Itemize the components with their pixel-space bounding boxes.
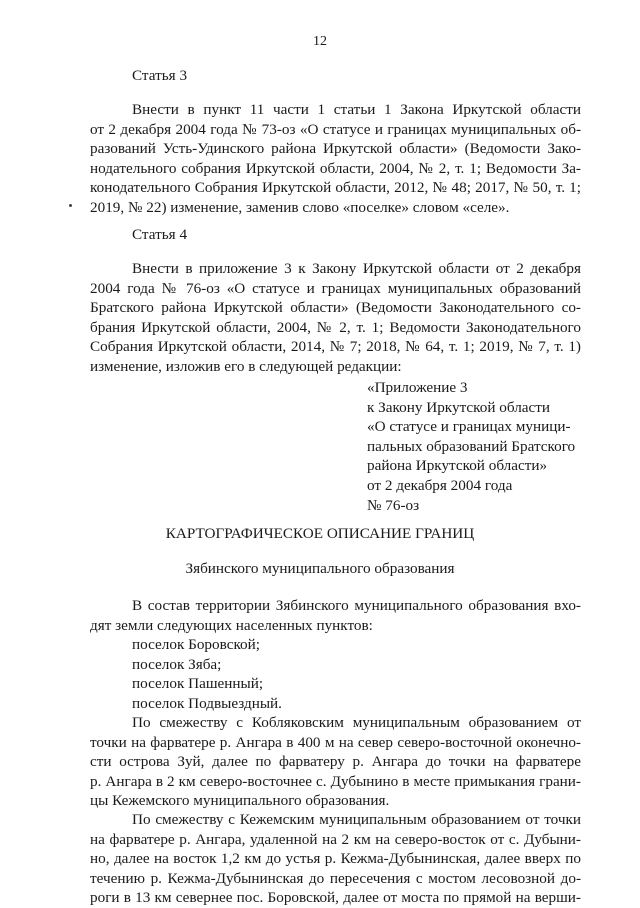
text-line: Внести в приложение 3 к Закону Иркутской области от 2 декабря (132, 260, 581, 277)
text-line: течению р. Кежма-Дубынинская до пересечения с мостом лесовозной до- (90, 869, 581, 887)
text-line: от 2 декабря 2004 года № 73-оз «О статусе и границах муниципальных об- (90, 120, 581, 138)
text-line: дят земли следующих населенных пунктов: (90, 616, 373, 634)
list-item: поселок Пашенный; (132, 675, 264, 692)
text-line: В состав территории Зябинского муниципального образования вхо- (132, 597, 581, 614)
appendix-line: к Закону Иркутской области (367, 398, 551, 416)
page-number: 12 (313, 34, 327, 49)
text-line: роги в 13 км севернее пос. Боровской, далее от моста по прямой на верши- (90, 889, 581, 906)
section-title: КАРТОГРАФИЧЕСКОЕ ОПИСАНИЕ ГРАНИЦ (165, 525, 475, 542)
article-4-text (90, 259, 581, 376)
article-4-heading: Статья 4 (132, 226, 188, 243)
appendix-reference (367, 378, 575, 515)
list-item: поселок Подвыездный. (132, 694, 282, 712)
appendix-line: «Приложение 3 (367, 379, 468, 396)
text-line: По смежеству с Кобляковским муниципальным образованием от (132, 714, 581, 731)
text-line: брания Иркутской области, 2004, № 2, т. 1; Ведомости Законодательного (90, 318, 581, 336)
article-3-heading: Статья 3 (132, 67, 188, 84)
boundary-paragraph-2 (90, 810, 581, 908)
list-item: поселок Зяба; (132, 655, 222, 673)
appendix-line: пальных образований Братского (367, 437, 576, 455)
text-line: сти острова Зуй, далее по фарватеру р. Ангара до точки на фарватере (90, 753, 581, 770)
settlement-list (90, 635, 581, 713)
text-line: По смежеству с Кежемским муниципальным образованием от точки (132, 811, 581, 828)
text-line: Братского района Иркутской области» (Ведомости Законодательного со- (90, 299, 581, 316)
appendix-line: от 2 декабря 2004 года (367, 476, 513, 494)
scan-speck (69, 204, 72, 207)
text-line: 2004 года № 76-оз «О статусе и границах муниципальных образований (90, 279, 581, 297)
text-line: точки на фарватере р. Ангара в 400 м на север северо-восточной оконечно- (90, 733, 581, 751)
text-line: Внести в пункт 11 части 1 статьи 1 Закона Иркутской области (132, 101, 581, 118)
text-line: р. Ангара в 2 км северо-восточнее с. Дубынино в месте примыкания грани- (90, 772, 581, 790)
text-line: конодательного Собрания Иркутской области, 2012, № 48; 2017, № 50, т. 1; (90, 179, 581, 196)
text-line: но, далее на восток 1,2 км до устья р. Кежма-Дубынинская, далее вверх по (90, 850, 581, 867)
appendix-line: района Иркутской области» (367, 457, 548, 475)
text-line: цы Кежемского муниципального образования. (90, 792, 390, 809)
article-3-text (90, 100, 581, 217)
text-line: 2019, № 22) изменение, заменив слово «поселке» словом «селе». (90, 198, 510, 216)
text-line: на фарватере р. Ангара, удаленной на 2 км на северо-восток от с. Дубыни- (90, 830, 581, 848)
appendix-line: № 76-оз (367, 496, 420, 514)
text-line: изменение, изложив его в следующей редакции: (90, 357, 402, 375)
list-item: поселок Боровской; (132, 636, 260, 653)
text-line: разований Усть-Удинского района Иркутской области» (Ведомости Зако- (90, 140, 581, 157)
text-line: нодательного собрания Иркутской области, 2004, № 2, т. 1; Ведомости За- (90, 159, 581, 177)
appendix-line: «О статусе и границах муници- (367, 418, 571, 436)
section-subtitle: Зябинского муниципального образования (185, 560, 455, 577)
text-line: Собрания Иркутской области, 2014, № 7; 2018, № 64, т. 1; 2019, № 7, т. 1) (90, 338, 581, 355)
intro-paragraph (90, 596, 581, 635)
boundary-paragraph-1 (90, 713, 581, 811)
